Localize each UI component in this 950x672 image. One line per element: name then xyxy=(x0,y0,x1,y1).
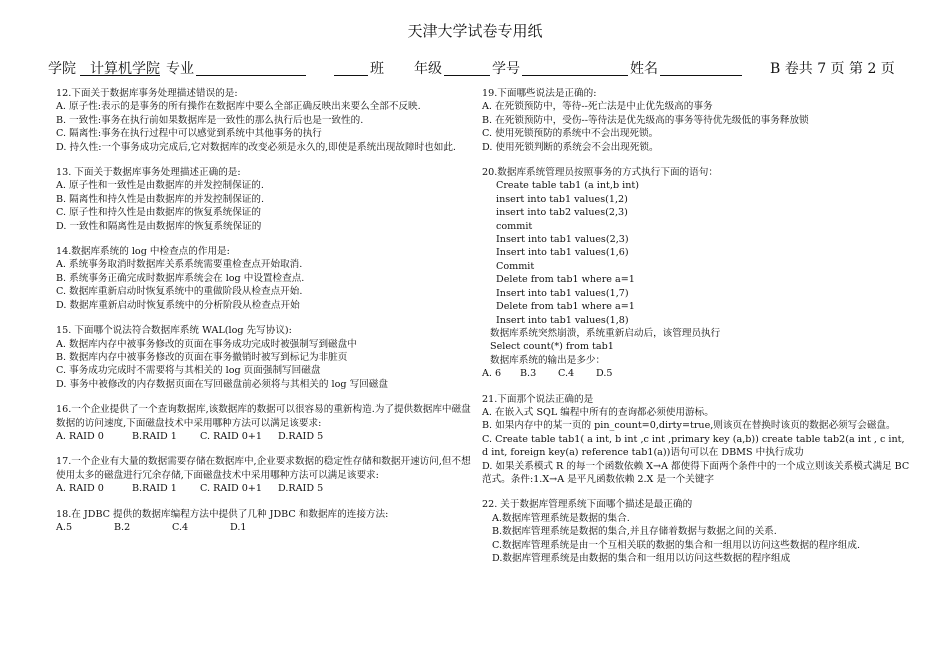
college-label: 学院 xyxy=(48,61,76,77)
grade-label: 年级 xyxy=(414,61,442,77)
option-b: B. 一致性:事务在执行前如果数据库是一致性的那么执行后也是一致性的. xyxy=(56,114,364,126)
code-line: insert into tab1 values(1,2) xyxy=(496,193,628,205)
code-line: Insert into tab1 values(2,3) xyxy=(496,234,629,246)
code-line: Delete from tab1 where a=1 xyxy=(496,301,635,313)
crash-note: 数据库系统突然崩溃，系统重新启动后，该管理员执行 xyxy=(490,327,721,339)
question-stem: 21.下面那个说法正确的是 xyxy=(482,393,594,405)
options-row xyxy=(56,482,472,495)
options-row xyxy=(56,430,472,443)
question-stem: 18.在 JDBC 提供的数据库编程方法中提供了几种 JDBC 和数据库的连接方法: xyxy=(56,508,389,520)
question-stem: 12.下面关于数据库事务处理描述错误的是: xyxy=(56,88,238,99)
left-column xyxy=(56,87,472,546)
exam-header xyxy=(48,58,908,80)
question-12 xyxy=(56,87,472,154)
option-d: D.RAID 5 xyxy=(278,483,324,495)
question-stem: 13. 下面关于数据库事务处理描述正确的是: xyxy=(56,167,241,179)
exam-paper-title: 天津大学试卷专用纸 xyxy=(407,22,543,40)
option-c: C. Create table tab1( a int, b int ,c int ,primary key (a,b)) create table tab2(a int , c int, d int, foreign key(a) reference tab1(a))语句可以在 DBMS 中执行成功 xyxy=(482,433,905,459)
option-d: D.RAID 5 xyxy=(278,430,324,442)
option-d: D.1 xyxy=(230,521,247,533)
code-line: Delete from tab1 where a=1 xyxy=(496,274,635,286)
option-c: C. RAID 0+1 xyxy=(200,483,263,495)
name-blank xyxy=(660,75,742,76)
code-line: Insert into tab1 values(1,6) xyxy=(496,247,629,259)
option-a: A. RAID 0 xyxy=(56,483,104,495)
option-d: D.数据库管理系统是由数据的集合和一组用以访问这些数据的程序组成 xyxy=(492,553,791,564)
code-line: Create table tab1 (a int,b int) xyxy=(496,180,639,192)
code-line: commit xyxy=(496,220,533,232)
option-a: A. 原子性:表示的是事务的所有操作在数据库中要么全部正确反映出来要么全部不反映. xyxy=(56,101,421,113)
question-stem: 19.下面哪些说法是正确的: xyxy=(482,88,597,99)
code-line: Insert into tab1 values(1,7) xyxy=(496,287,629,299)
option-b: B.RAID 1 xyxy=(132,430,177,442)
option-b: B. 在死锁预防中，受伤--等待法是优先级高的事务等待优先级低的事务释放锁 xyxy=(482,114,809,126)
student-id-label: 学号 xyxy=(492,61,520,77)
option-a: A. 数据库内存中被事务修改的页面在事务成功完成时被强制写到磁盘中 xyxy=(56,338,357,350)
option-d: D. 持久性:一个事务成功完成后,它对数据库的改变必须是永久的,即使是系统出现故障时也如此. xyxy=(56,141,456,153)
question-17 xyxy=(56,455,472,495)
option-a: A. RAID 0 xyxy=(56,430,104,442)
option-b: B.2 xyxy=(114,521,131,533)
grade-blank xyxy=(444,75,490,76)
option-c: C. 事务成功完成时不需要将与其相关的 log 页面强制写回磁盘 xyxy=(56,365,321,377)
option-b: B.3 xyxy=(520,368,537,380)
question-18 xyxy=(56,508,472,535)
option-a: A. 原子性和一致性是由数据库的并发控制保证的. xyxy=(56,180,264,192)
question-stem: 15. 下面哪个说法符合数据库系统 WAL(log 先写协议): xyxy=(56,325,292,337)
option-b: B. 隔离性和持久性是由数据库的并发控制保证的. xyxy=(56,193,265,205)
option-a: A. 在死锁预防中，等待--死亡法是中止优先级高的事务 xyxy=(482,101,713,113)
option-b: B. 系统事务正确完成时数据库系统会在 log 中设置检查点. xyxy=(56,272,305,284)
option-c: C. 原子性和持久性是由数据库的恢复系统保证的 xyxy=(56,207,261,219)
student-id-blank xyxy=(522,75,628,76)
option-c: C. RAID 0+1 xyxy=(200,430,263,442)
select-statement: Select count(*) from tab1 xyxy=(490,341,614,353)
question-14 xyxy=(56,245,472,312)
major-blank xyxy=(196,75,306,76)
sql-code-block xyxy=(482,179,910,326)
question-stem: 22. 关于数据库管理系统下面哪个描述是最正确的 xyxy=(482,499,693,511)
option-c: C.4 xyxy=(172,521,189,533)
option-a: A. 在嵌入式 SQL 编程中所有的查询都必须使用游标。 xyxy=(482,406,714,418)
name-label: 姓名 xyxy=(630,61,658,77)
right-column xyxy=(482,87,910,577)
question-15 xyxy=(56,324,472,391)
question-stem: 14.数据库系统的 log 中检查点的作用是: xyxy=(56,246,230,258)
paper-page-info: B 卷共 7 页 第 2 页 xyxy=(770,61,895,77)
option-d: D. 一致性和隔离性是由数据库的恢复系统保证的 xyxy=(56,220,262,232)
option-a: A.数据库管理系统是数据的集合. xyxy=(492,512,630,524)
option-d: D.5 xyxy=(596,368,613,380)
option-a: A.5 xyxy=(56,521,73,533)
class-blank xyxy=(334,75,368,76)
options-row xyxy=(56,521,472,534)
option-d: D. 事务中被修改的内存数据页面在写回磁盘前必须将与其相关的 log 写回磁盘 xyxy=(56,378,388,390)
question-stem: 17.一个企业有大量的数据需要存储在数据库中,企业要求数据的稳定性存储和数据开速访问,但不想使用太多的磁盘进行冗余存储,下面磁盘技术中采用哪种方法可以满足该要求: xyxy=(56,456,471,481)
question-stem: 20.数据库系统管理员按照事务的方式执行下面的语句： xyxy=(482,167,718,179)
output-question: 数据库系统的输出是多少： xyxy=(490,354,606,366)
question-13 xyxy=(56,166,472,233)
option-d: D. 如果关系模式 R 的每一个函数依赖 X→A 都使得下面两个条件中的一个成立则该关系模式满足 BC 范式。条件:1.X→A 是平凡函数依赖 2.X 是一个关键字 xyxy=(482,460,910,485)
option-c: C. 使用死锁预防的系统中不会出现死锁。 xyxy=(482,128,659,140)
code-line: Commit xyxy=(496,260,535,272)
option-d: D. 数据库重新启动时恢复系统中的分析阶段从检查点开始 xyxy=(56,299,300,311)
college-underline xyxy=(80,75,160,76)
option-c: C.数据库管理系统是由一个互相关联的数据的集合和一组用以访问这些数据的程序组成. xyxy=(492,539,861,551)
question-19 xyxy=(482,87,910,154)
question-stem: 16.一个企业提供了一个查询数据库,该数据库的数据可以很容易的重新构造.为了提供数据库中磁盘数据的访问速度,下面磁盘技术中采用哪种方法可以满足该要求: xyxy=(56,404,471,429)
option-c: C. 数据库重新启动时恢复系统中的重做阶段从检查点开始. xyxy=(56,286,303,298)
question-21 xyxy=(482,393,910,487)
question-20 xyxy=(482,166,910,381)
option-a: A. 6 xyxy=(482,368,502,380)
college-value: 计算机学院 xyxy=(90,61,160,77)
option-b: B. 数据库内存中被事务修改的页面在事务撤销时被写到标记为非脏页 xyxy=(56,351,348,363)
option-b: B.RAID 1 xyxy=(132,483,177,495)
code-line: Insert into tab1 values(1,8) xyxy=(496,314,629,326)
major-label: 专业 xyxy=(166,61,194,77)
class-label: 班 xyxy=(370,61,384,77)
option-a: A. 系统事务取消时数据库关系系统需要重检查点开始取消. xyxy=(56,259,303,271)
question-16 xyxy=(56,403,472,443)
option-b: B. 如果内存中的某一页的 pin_count=0,dirty=true,则该页在替换时该页的数据必须写会磁盘。 xyxy=(482,420,896,432)
option-c: C. 隔离性:事务在执行过程中可以感觉到系统中其他事务的执行 xyxy=(56,128,322,140)
option-d: D. 使用死锁判断的系统会不会出现死锁。 xyxy=(482,141,659,153)
option-b: B.数据库管理系统是数据的集合,并且存储着数据与数据之间的关系. xyxy=(492,526,777,538)
code-line: insert into tab2 values(2,3) xyxy=(496,207,628,219)
options-row xyxy=(482,367,910,380)
option-c: C.4 xyxy=(558,368,575,380)
question-22 xyxy=(482,498,910,565)
